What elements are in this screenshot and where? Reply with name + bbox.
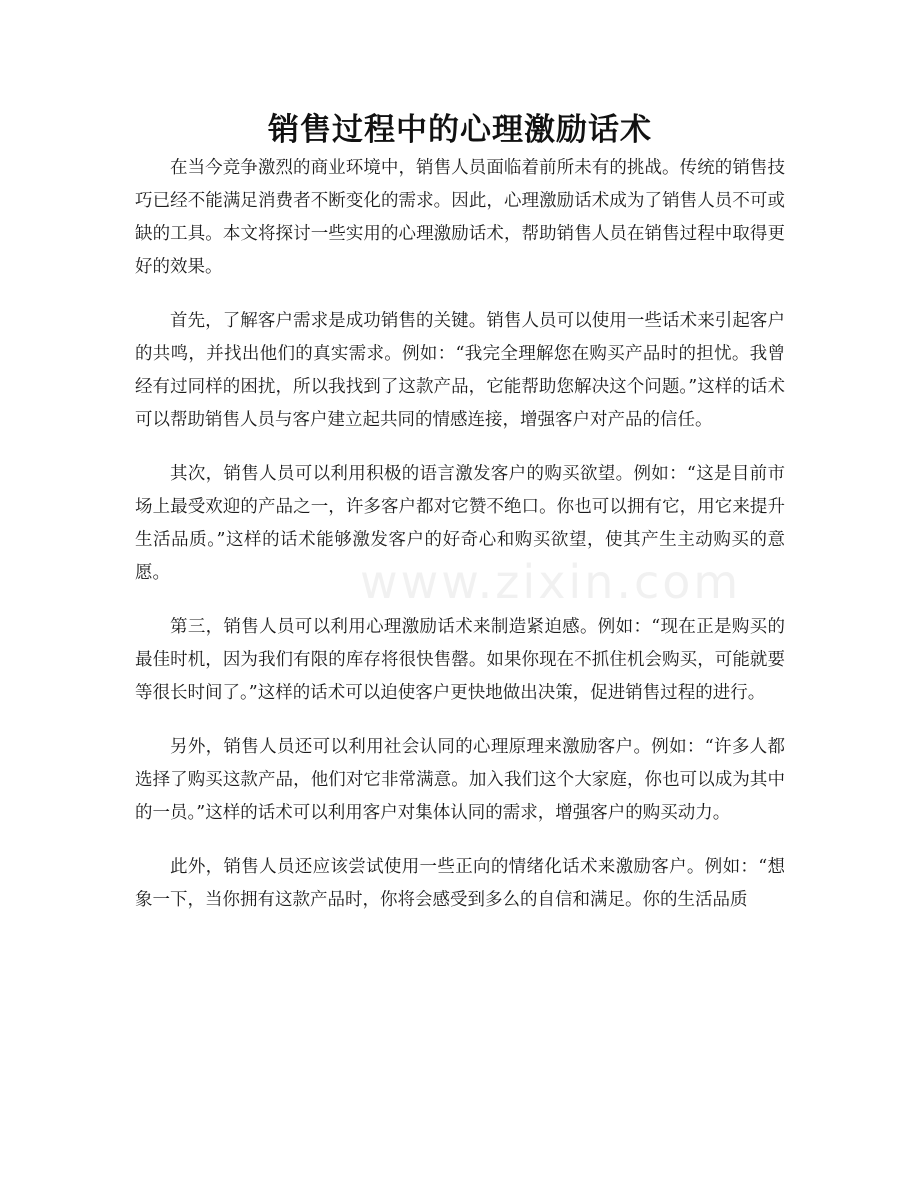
paragraph-positive-language: 其次，销售人员可以利用积极的语言激发客户的购买欲望。例如：“这是目前市场上最受欢迎的产品之一，许多客户都对它赞不绝口。你也可以拥有它，用它来提升生活品质。”这样的话术能够激发客户的好奇心和购买欲望，使其产生主动购买的意愿。 (135, 464, 785, 583)
paragraph-understand-needs: 首先，了解客户需求是成功销售的关键。销售人员可以使用一些话术来引起客户的共鸣，并找出他们的真实需求。例如：“我完全理解您在购买产品时的担忧。我曾经有过同样的困扰，所以我找到了这款产品，它能帮助您解决这个问题。”这样的话术可以帮助销售人员与客户建立起共同的情感连接，增强客户对产品的信任。 (135, 311, 785, 430)
paragraph-intro: 在当今竞争激烈的商业环境中，销售人员面临着前所未有的挑战。传统的销售技巧已经不能满足消费者不断变化的需求。因此，心理激励话术成为了销售人员不可或缺的工具。本文将探讨一些实用的心理激励话术，帮助销售人员在销售过程中取得更好的效果。 (135, 158, 785, 277)
paragraph-emotional: 此外，销售人员还应该尝试使用一些正向的情绪化话术来激励客户。例如：“想象一下，当你拥有这款产品时，你将会感受到多么的自信和满足。你的生活品质 (135, 857, 785, 910)
watermark: www.zixin.com (360, 555, 742, 609)
paragraph-social-proof: 另外，销售人员还可以利用社会认同的心理原理来激励客户。例如：“许多人都选择了购买这款产品，他们对它非常满意。加入我们这个大家庭，你也可以成为其中的一员。”这样的话术可以利用客户对集体认同的需求，增强客户的购买动力。 (135, 737, 785, 823)
document-title: 销售过程中的心理激励话术 (268, 112, 652, 148)
document-body (135, 152, 785, 938)
paragraph-urgency: 第三，销售人员可以利用心理激励话术来制造紧迫感。例如：“现在正是购买的最佳时机，因为我们有限的库存将很快售罄。如果你现在不抓住机会购买，可能就要等很长时间了。”这样的话术可以迫使客户更快地做出决策，促进销售过程的进行。 (135, 617, 785, 703)
